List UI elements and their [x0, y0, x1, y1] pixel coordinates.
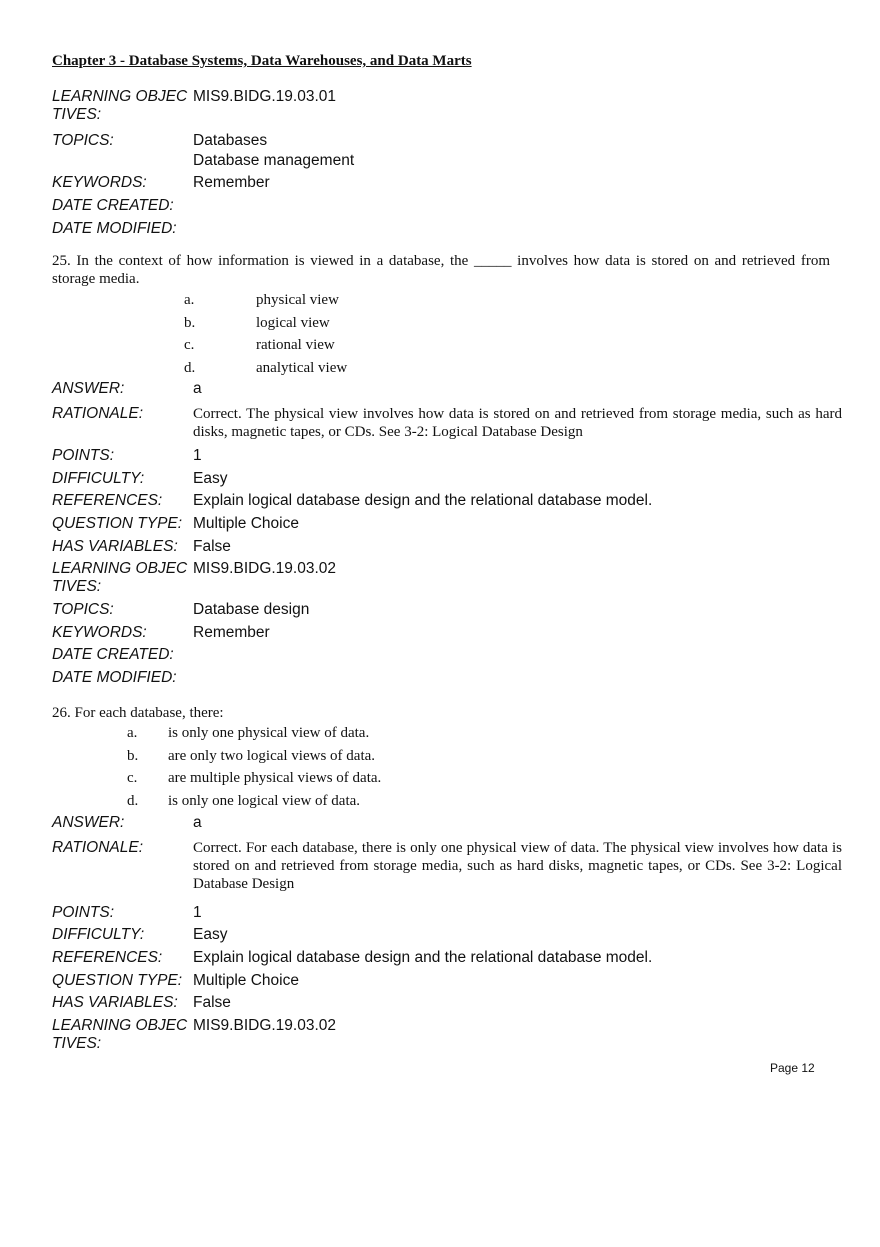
answer-value: a [193, 380, 202, 397]
field-label: REFERENCES: [52, 949, 163, 966]
question-type-value: Multiple Choice [193, 515, 299, 532]
references-row [52, 492, 842, 515]
points-value: 1 [193, 447, 202, 464]
references-row [52, 949, 842, 972]
choice-text: rational view [256, 337, 335, 353]
field-label: DATE MODIFIED: [52, 220, 177, 237]
difficulty-row [52, 926, 842, 949]
question-type-row [52, 972, 842, 994]
field-label: HAS VARIABLES: [52, 994, 178, 1011]
field-label: QUESTION TYPE: [52, 972, 183, 989]
choice-text: logical view [256, 314, 330, 331]
field-label: QUESTION TYPE: [52, 515, 183, 532]
field-value [193, 132, 842, 170]
difficulty-value: Easy [193, 470, 228, 487]
question-type-row [52, 515, 842, 538]
field-label: TOPICS: [52, 601, 114, 618]
difficulty-row [52, 470, 842, 492]
field-label: DIFFICULTY: [52, 470, 145, 487]
field-value: Remember [193, 624, 270, 641]
field-label: LEARNING OBJECTIVES: [52, 1017, 188, 1052]
has-variables-row [52, 994, 842, 1017]
field-label: HAS VARIABLES: [52, 538, 178, 555]
field-label: POINTS: [52, 447, 115, 464]
date-created-row [52, 646, 842, 669]
choice-letter: b. [184, 314, 196, 331]
field-label: RATIONALE: [52, 405, 144, 422]
field-label: POINTS: [52, 904, 115, 921]
question-26-stem: 26. For each database, there: [52, 705, 224, 721]
field-label: ANSWER: [52, 814, 125, 831]
topics-row [52, 601, 842, 624]
learning-objectives-row [52, 560, 842, 601]
topic-item: Databases [193, 132, 268, 149]
topic-item: Database management [193, 152, 355, 169]
block1-metadata [52, 88, 842, 243]
field-label: DATE CREATED: [52, 646, 174, 663]
choice-letter: a. [184, 292, 195, 308]
learning-objectives-row [52, 1017, 842, 1057]
question-25-stem: 25. In the context of how information is viewed in a database, the _____ involves how data is stored on and retrieved from storage media. [52, 253, 830, 287]
field-label: ANSWER: [52, 380, 125, 397]
field-label: LEARNING OBJECTIVES: [52, 560, 188, 595]
points-row [52, 447, 842, 470]
choice-text: analytical view [256, 359, 348, 376]
page-number: Page 12 [770, 1061, 815, 1075]
points-value: 1 [193, 904, 202, 921]
references-value: Explain logical database design and the relational database model. [193, 492, 653, 509]
date-modified-row [52, 220, 842, 243]
field-value: Remember [193, 174, 270, 191]
rationale-row [52, 405, 842, 447]
has-variables-value: False [193, 538, 231, 555]
field-label: REFERENCES: [52, 492, 163, 509]
choice-letter: c. [184, 337, 195, 353]
topics-row [52, 132, 842, 174]
field-label: RATIONALE: [52, 839, 144, 856]
choice-letter: c. [127, 770, 138, 786]
choice-letter: d. [127, 792, 139, 809]
field-value: MIS9.BIDG.19.03.01 [193, 88, 337, 105]
answer-row [52, 814, 842, 837]
rationale-value: Correct. For each database, there is only one physical view of data. The physical view involves how data is stored on and retrieved from storage media, such as hard disks, magnetic tapes, or CDs. See 3-2: Logical Database Design [193, 840, 842, 892]
learning-objectives-row [52, 88, 842, 132]
question-25-metadata [52, 380, 842, 692]
question-type-value: Multiple Choice [193, 972, 299, 989]
points-row [52, 904, 842, 926]
field-label: DATE CREATED: [52, 197, 174, 214]
difficulty-value: Easy [193, 926, 228, 943]
field-label: DATE MODIFIED: [52, 669, 177, 686]
keywords-row [52, 174, 842, 197]
choice-letter: b. [127, 747, 139, 764]
field-label: DIFFICULTY: [52, 926, 145, 943]
field-value: MIS9.BIDG.19.03.02 [193, 1017, 337, 1034]
field-label: LEARNING OBJECTIVES: [52, 88, 188, 123]
question-26-metadata [52, 814, 842, 1057]
choice-text: is only one logical view of data. [168, 792, 361, 809]
field-value: MIS9.BIDG.19.03.02 [193, 560, 337, 577]
choice-text: physical view [256, 292, 339, 308]
has-variables-value: False [193, 994, 231, 1011]
choice-letter: a. [127, 725, 138, 741]
choice-text: is only one physical view of data. [168, 725, 370, 741]
chapter-title: Chapter 3 - Database Systems, Data Warehouses, and Data Marts [52, 53, 472, 69]
has-variables-row [52, 538, 842, 560]
references-value: Explain logical database design and the relational database model. [193, 949, 653, 966]
rationale-row [52, 839, 842, 904]
keywords-row [52, 624, 842, 646]
date-created-row [52, 197, 842, 220]
field-label: KEYWORDS: [52, 624, 147, 641]
choice-letter: d. [184, 359, 196, 376]
date-modified-row [52, 669, 842, 692]
choice-text: are multiple physical views of data. [168, 770, 382, 786]
rationale-value: Correct. The physical view involves how data is stored on and retrieved from storage media, such as hard disks, magnetic tapes, or CDs. See 3-2: Logical Database Design [193, 406, 842, 440]
choice-text: are only two logical views of data. [168, 747, 376, 764]
field-label: TOPICS: [52, 132, 114, 149]
answer-value: a [193, 814, 202, 831]
field-label: KEYWORDS: [52, 174, 147, 191]
field-value: Database design [193, 601, 310, 618]
answer-row [52, 380, 842, 403]
